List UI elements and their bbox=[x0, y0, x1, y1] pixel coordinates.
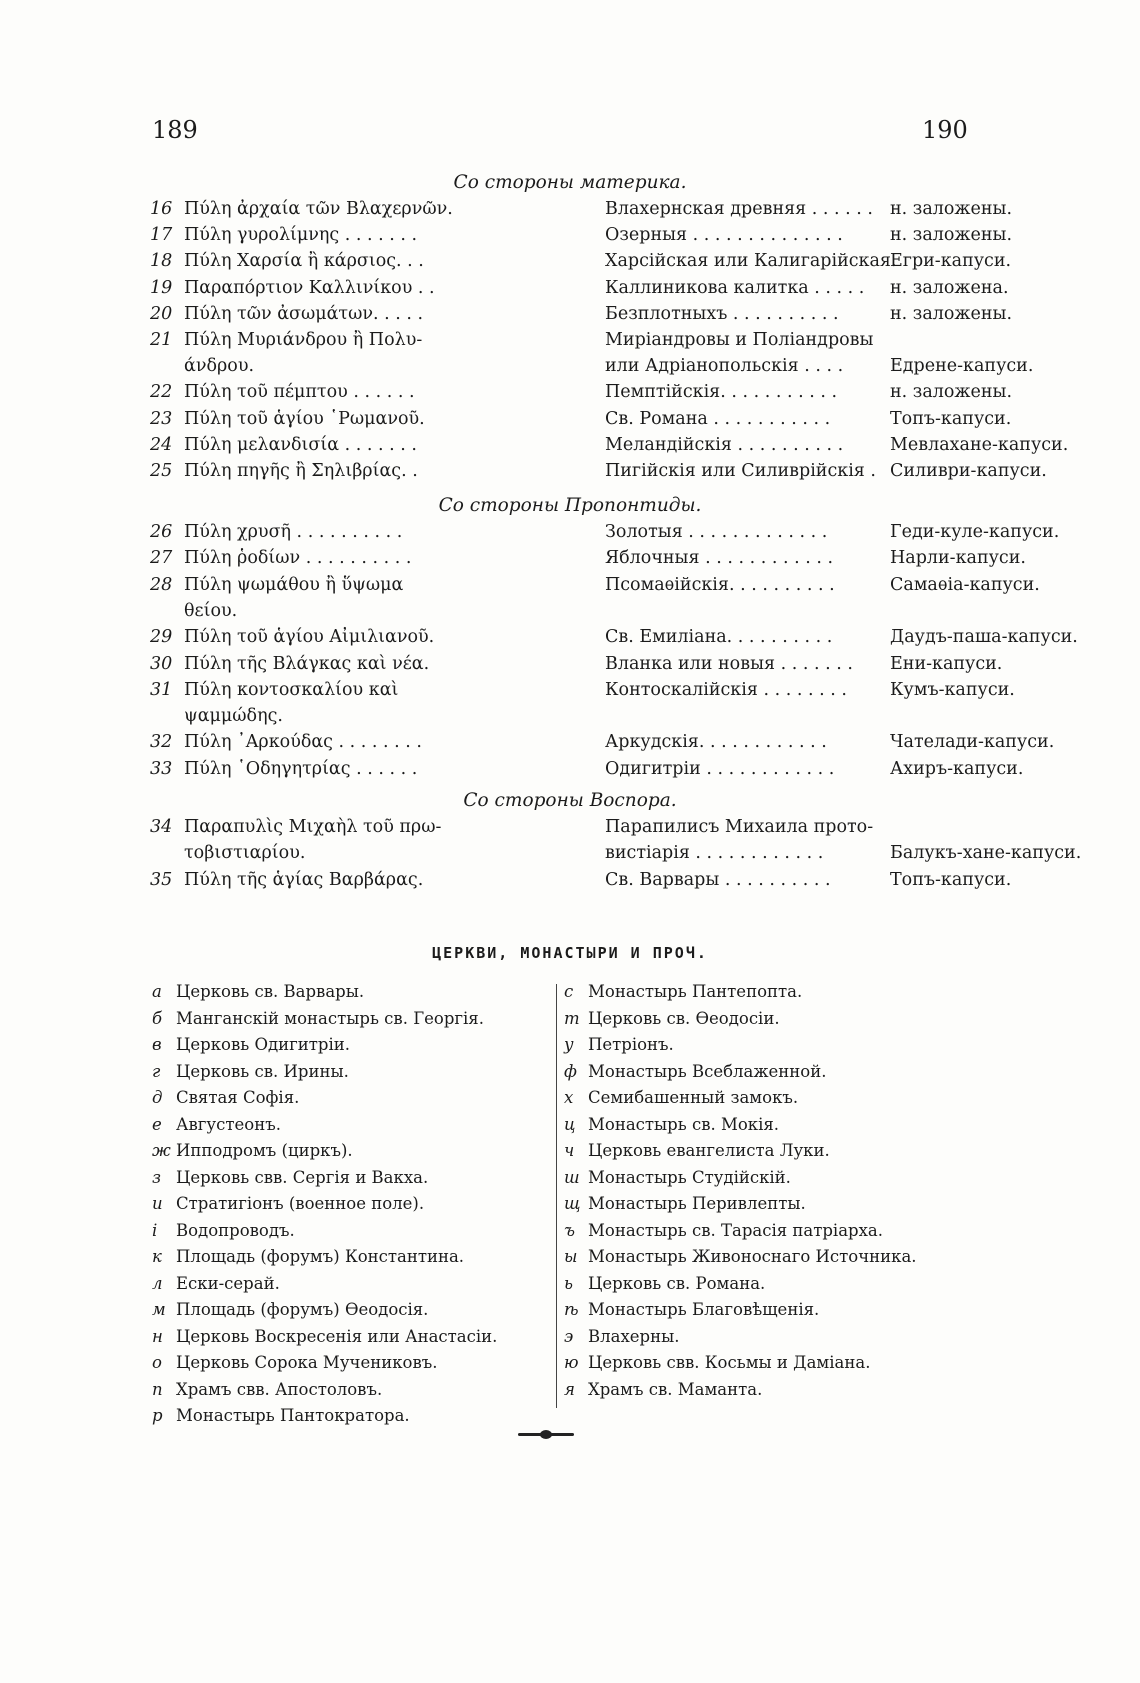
gate-turkish-name: н. заложены. bbox=[890, 382, 1013, 403]
church-name: Церковь свв. Сергія и Вакха. bbox=[176, 1167, 429, 1187]
church-list-item bbox=[152, 1406, 552, 1433]
gate-number: 18 bbox=[150, 251, 173, 272]
gate-greek-name: Πύλη τῶν ἀσωμάτων. . . . . bbox=[184, 303, 424, 324]
churches-right-column bbox=[564, 982, 984, 1406]
gate-turkish-name: н. заложены. bbox=[890, 303, 1013, 324]
church-letter: д bbox=[152, 1088, 163, 1107]
church-letter: л bbox=[152, 1273, 163, 1293]
church-list-item bbox=[564, 1353, 984, 1380]
church-name: Монастырь Пантепопта. bbox=[588, 982, 803, 1001]
gate-turkish-name: Силиври-капуси. bbox=[890, 461, 1047, 481]
gate-russian-name: Яблочныя . . . . . . . . . . . . bbox=[605, 548, 834, 569]
gate-number: 31 bbox=[150, 679, 173, 700]
churches-left-column bbox=[152, 982, 552, 1433]
church-list-item bbox=[152, 1194, 552, 1221]
church-name: Августеонъ. bbox=[176, 1114, 281, 1134]
church-list-item bbox=[564, 1274, 984, 1301]
church-letter: э bbox=[564, 1326, 574, 1346]
gate-number: 21 bbox=[150, 330, 173, 350]
church-letter: ц bbox=[564, 1114, 576, 1134]
church-name: Ипподромъ (циркъ). bbox=[176, 1141, 353, 1160]
gate-number: 23 bbox=[150, 408, 173, 429]
gate-number: 34 bbox=[150, 817, 173, 837]
gate-greek-name: Πύλη ψωμάθου ἢ ὕψωμα bbox=[184, 574, 404, 595]
church-letter: н bbox=[152, 1326, 163, 1346]
church-list-item bbox=[564, 1009, 984, 1036]
church-name: Монастырь Студійскій. bbox=[588, 1167, 791, 1187]
gate-number: 25 bbox=[150, 461, 173, 481]
gate-turkish-name: н. заложены. bbox=[890, 199, 1013, 219]
church-name: Площадь (форумъ) Константина. bbox=[176, 1247, 465, 1266]
gate-greek-name: Πύλη μελανδισία . . . . . . . bbox=[184, 434, 417, 455]
gate-greek-name: ψαμμώδης. bbox=[184, 706, 283, 727]
church-list-item bbox=[152, 1035, 552, 1062]
church-list-item bbox=[152, 1300, 552, 1327]
church-letter: ь bbox=[564, 1273, 573, 1293]
church-name: Монастырь Перивлепты. bbox=[588, 1194, 806, 1213]
gate-turkish-name: Топъ-капуси. bbox=[890, 408, 1012, 429]
gate-turkish-name: н. заложена. bbox=[890, 277, 1009, 298]
church-name: Монастырь св. Мокія. bbox=[588, 1114, 780, 1134]
church-list-item bbox=[564, 1115, 984, 1142]
gate-russian-name: Св. Романа . . . . . . . . . . . bbox=[605, 408, 831, 429]
church-letter: ф bbox=[564, 1061, 577, 1081]
church-letter: и bbox=[152, 1194, 163, 1213]
gate-greek-name: Πύλη Μυριάνδρου ἢ Πολυ- bbox=[184, 330, 423, 350]
church-name: Монастырь св. Тарасія патріарха. bbox=[588, 1220, 883, 1240]
church-letter: я bbox=[564, 1379, 575, 1399]
gate-number: 26 bbox=[150, 522, 173, 542]
church-letter: п bbox=[152, 1379, 163, 1399]
gate-number: 17 bbox=[150, 225, 173, 246]
gate-number: 24 bbox=[150, 434, 173, 455]
gate-greek-name: Πύλη κοντοσκαλίου καὶ bbox=[184, 679, 399, 700]
church-name: Святая Софія. bbox=[176, 1088, 300, 1107]
column-divider bbox=[556, 984, 557, 1408]
church-list-item bbox=[152, 1247, 552, 1274]
church-name: Церковь Одигитріи. bbox=[176, 1035, 351, 1054]
church-letter: р bbox=[152, 1406, 163, 1425]
gate-greek-name: Παραπυλὶς Μιχαὴλ τοῦ πρω- bbox=[184, 817, 442, 837]
church-list-item bbox=[152, 1327, 552, 1354]
gate-russian-name: Контоскалійскія . . . . . . . . bbox=[605, 679, 847, 700]
gate-turkish-name: Топъ-капуси. bbox=[890, 869, 1012, 890]
section-heading-bosporus: Со стороны Воспора. bbox=[463, 790, 677, 811]
gate-russian-name: Безплотныхъ . . . . . . . . . . bbox=[605, 303, 839, 324]
gate-number: 19 bbox=[150, 277, 173, 298]
gate-greek-name: Πύλη χρυσῆ . . . . . . . . . . bbox=[184, 522, 403, 542]
gate-number: 30 bbox=[150, 653, 173, 674]
church-letter: у bbox=[564, 1035, 574, 1054]
church-letter: к bbox=[152, 1247, 162, 1266]
church-letter: ъ bbox=[564, 1220, 575, 1240]
church-letter: ю bbox=[564, 1353, 579, 1372]
church-letter: с bbox=[564, 982, 574, 1001]
gate-number: 20 bbox=[150, 303, 173, 324]
church-letter: а bbox=[152, 982, 162, 1001]
church-name: Церковь свв. Косьмы и Даміана. bbox=[588, 1353, 871, 1372]
church-name: Семибашенный замокъ. bbox=[588, 1088, 799, 1107]
church-letter: ж bbox=[152, 1141, 171, 1160]
gate-russian-name: вистіарія . . . . . . . . . . . . bbox=[605, 843, 824, 864]
church-name: Церковь Воскресенія или Анастасіи. bbox=[176, 1326, 498, 1346]
church-letter: т bbox=[564, 1008, 580, 1028]
gate-turkish-name: Даудъ-паша-капуси. bbox=[890, 627, 1078, 648]
church-letter: г bbox=[152, 1061, 161, 1081]
church-list-item bbox=[152, 1009, 552, 1036]
gate-greek-name: άνδρου. bbox=[184, 356, 255, 377]
gate-turkish-name: Едрене-капуси. bbox=[890, 356, 1034, 377]
gate-turkish-name: н. заложены. bbox=[890, 225, 1013, 246]
gate-russian-name: Золотыя . . . . . . . . . . . . . bbox=[605, 522, 828, 542]
church-list-item bbox=[152, 1168, 552, 1195]
gate-russian-name: Парапилисъ Михаила прото- bbox=[605, 817, 874, 837]
church-name: Монастырь Всеблаженной. bbox=[588, 1061, 827, 1081]
gate-russian-name: Одигитріи . . . . . . . . . . . . bbox=[605, 758, 835, 779]
page-number-left: 189 bbox=[152, 116, 198, 144]
church-letter: щ bbox=[564, 1194, 581, 1213]
church-list-item bbox=[152, 982, 552, 1009]
church-list-item bbox=[564, 1141, 984, 1168]
gate-russian-name: Псомаѳійскія. . . . . . . . . . bbox=[605, 574, 835, 595]
church-name: Храмъ свв. Апостоловъ. bbox=[176, 1379, 383, 1399]
church-name: Стратигіонъ (военное поле). bbox=[176, 1194, 425, 1213]
gate-turkish-name: Чателади-капуси. bbox=[890, 732, 1055, 753]
gate-greek-name: Πύλη τοῦ ἁγίου Αἰμιλιανοῦ. bbox=[184, 627, 435, 648]
gate-greek-name: Πύλη τῆς ἁγίας Βαρβάρας. bbox=[184, 869, 424, 890]
gate-russian-name: или Адріанопольскія . . . . bbox=[605, 356, 844, 377]
church-letter: з bbox=[152, 1167, 161, 1187]
church-name: Церковь св. Ирины. bbox=[176, 1061, 349, 1081]
gate-greek-name: Πύλη ῥοδίων . . . . . . . . . . bbox=[184, 548, 412, 569]
church-name: Церковь евангелиста Луки. bbox=[588, 1141, 830, 1160]
churches-title: ЦЕРКВИ, МОНАСТЫРИ И ПРОЧ. bbox=[432, 944, 708, 962]
gate-greek-name: Πύλη τοῦ πέμπτου . . . . . . bbox=[184, 382, 415, 403]
church-name: Церковь Сорока Мучениковъ. bbox=[176, 1353, 438, 1372]
gate-greek-name: Πύλη ἀρχαία τῶν Βλαχερνῶν. bbox=[184, 199, 453, 219]
church-name: Площадь (форумъ) Ѳеодосія. bbox=[176, 1300, 429, 1319]
section-heading-propontis: Со стороны Пропонтиды. bbox=[438, 495, 702, 516]
church-list-item bbox=[564, 1380, 984, 1407]
gate-number: 28 bbox=[150, 574, 173, 595]
gate-greek-name: Πύλη πηγῆς ἢ Σηλιβρίας. . bbox=[184, 461, 418, 481]
church-list-item bbox=[564, 1327, 984, 1354]
gate-russian-name: Озерныя . . . . . . . . . . . . . . bbox=[605, 225, 843, 246]
church-list-item bbox=[564, 982, 984, 1009]
gate-russian-name: Св. Емиліана. . . . . . . . . . bbox=[605, 627, 833, 648]
gate-turkish-name: Ени-капуси. bbox=[890, 653, 1003, 674]
church-list-item bbox=[152, 1221, 552, 1248]
church-list-item bbox=[564, 1168, 984, 1195]
gate-turkish-name: Ахиръ-капуси. bbox=[890, 758, 1024, 779]
church-name: Церковь св. Романа. bbox=[588, 1273, 766, 1293]
gate-russian-name: Аркудскія. . . . . . . . . . . . bbox=[605, 732, 827, 753]
gate-russian-name: Влахернская древняя . . . . . . bbox=[605, 199, 873, 219]
church-letter: ы bbox=[564, 1247, 578, 1266]
church-list-item bbox=[152, 1353, 552, 1380]
gate-greek-name: Πύλη τῆς Βλάγκας καὶ νέα. bbox=[184, 653, 430, 674]
gate-number: 22 bbox=[150, 382, 173, 403]
gate-turkish-name: Нарли-капуси. bbox=[890, 548, 1026, 569]
church-letter: ч bbox=[564, 1141, 575, 1160]
church-letter: ѣ bbox=[564, 1300, 579, 1319]
gate-turkish-name: Егри-капуси. bbox=[890, 251, 1012, 272]
church-name: Монастырь Пантократора. bbox=[176, 1406, 410, 1425]
church-letter: о bbox=[152, 1353, 162, 1372]
gate-number: 35 bbox=[150, 869, 173, 890]
church-list-item bbox=[564, 1035, 984, 1062]
gate-russian-name: Каллиникова калитка . . . . . bbox=[605, 277, 865, 298]
gate-number: 32 bbox=[150, 732, 173, 753]
gate-number: 33 bbox=[150, 758, 173, 779]
church-letter: б bbox=[152, 1008, 163, 1028]
church-letter: х bbox=[564, 1088, 574, 1107]
gate-russian-name: Миріандровы и Поліандровы bbox=[605, 330, 874, 350]
gate-greek-name: Πύλη ᾿Αρκούδας . . . . . . . . bbox=[184, 732, 422, 753]
church-name: Храмъ св. Маманта. bbox=[588, 1379, 763, 1399]
church-list-item bbox=[152, 1062, 552, 1089]
gate-turkish-name: Балукъ-хане-капуси. bbox=[890, 843, 1082, 864]
church-list-item bbox=[564, 1247, 984, 1274]
gate-russian-name: Харсійская или Калигарійская. bbox=[605, 251, 897, 272]
page-number-right: 190 bbox=[922, 116, 968, 144]
gate-russian-name: Пемптійскія. . . . . . . . . . . bbox=[605, 382, 838, 403]
church-name: Монастырь Живоноснаго Источника. bbox=[588, 1247, 917, 1266]
gate-greek-name: Πύλη Χαρσία ἢ κάρσιος. . . bbox=[184, 251, 424, 272]
gate-russian-name: Пигійскія или Силиврійскія . bbox=[605, 461, 876, 481]
church-list-item bbox=[564, 1221, 984, 1248]
gate-greek-name: θείου. bbox=[184, 600, 238, 621]
gate-greek-name: Πύλη ῾Οδηγητρίας . . . . . . bbox=[184, 758, 418, 779]
gate-turkish-name: Самаѳіа-капуси. bbox=[890, 574, 1040, 595]
ornament-dot bbox=[540, 1430, 552, 1439]
gate-greek-name: Πύλη γυρολίμνης . . . . . . . bbox=[184, 225, 418, 246]
church-list-item bbox=[152, 1380, 552, 1407]
gate-greek-name: Παραπόρτιον Καλλινίκου . . bbox=[184, 277, 435, 298]
church-list-item bbox=[564, 1088, 984, 1115]
gate-turkish-name: Кумъ-капуси. bbox=[890, 679, 1015, 700]
church-list-item bbox=[152, 1141, 552, 1168]
gate-greek-name: Πύλη τοῦ ἁγίου ῾Ρωμανοῦ. bbox=[184, 408, 425, 429]
gate-number: 16 bbox=[150, 199, 173, 219]
section-heading-mainland: Со стороны материка. bbox=[453, 172, 687, 193]
church-name: Влахерны. bbox=[588, 1326, 680, 1346]
church-letter: е bbox=[152, 1114, 162, 1134]
church-name: Водопроводъ. bbox=[176, 1220, 295, 1240]
church-name: Ески-серай. bbox=[176, 1273, 280, 1293]
gate-turkish-name: Геди-куле-капуси. bbox=[890, 522, 1060, 542]
church-list-item bbox=[152, 1274, 552, 1301]
church-letter: і bbox=[152, 1220, 158, 1240]
gate-turkish-name: Мевлахане-капуси. bbox=[890, 434, 1069, 455]
gate-number: 27 bbox=[150, 548, 173, 569]
gate-russian-name: Меландійскія . . . . . . . . . . bbox=[605, 434, 844, 455]
church-name: Манганскій монастырь св. Георгія. bbox=[176, 1008, 484, 1028]
church-name: Церковь св. Ѳеодосіи. bbox=[588, 1008, 780, 1028]
gate-greek-name: τοβιστιαρίου. bbox=[184, 843, 306, 864]
church-letter: ш bbox=[564, 1167, 580, 1187]
church-letter: в bbox=[152, 1035, 162, 1054]
church-list-item bbox=[564, 1194, 984, 1221]
church-name: Церковь св. Варвары. bbox=[176, 982, 365, 1001]
gate-russian-name: Вланка или новыя . . . . . . . bbox=[605, 653, 853, 674]
church-name: Монастырь Благовѣщенія. bbox=[588, 1300, 820, 1319]
church-list-item bbox=[564, 1062, 984, 1089]
gate-number: 29 bbox=[150, 627, 173, 648]
church-list-item bbox=[152, 1115, 552, 1142]
church-name: Петріонъ. bbox=[588, 1035, 674, 1054]
church-list-item bbox=[564, 1300, 984, 1327]
gate-russian-name: Св. Варвары . . . . . . . . . . bbox=[605, 869, 831, 890]
church-letter: м bbox=[152, 1300, 166, 1319]
church-list-item bbox=[152, 1088, 552, 1115]
